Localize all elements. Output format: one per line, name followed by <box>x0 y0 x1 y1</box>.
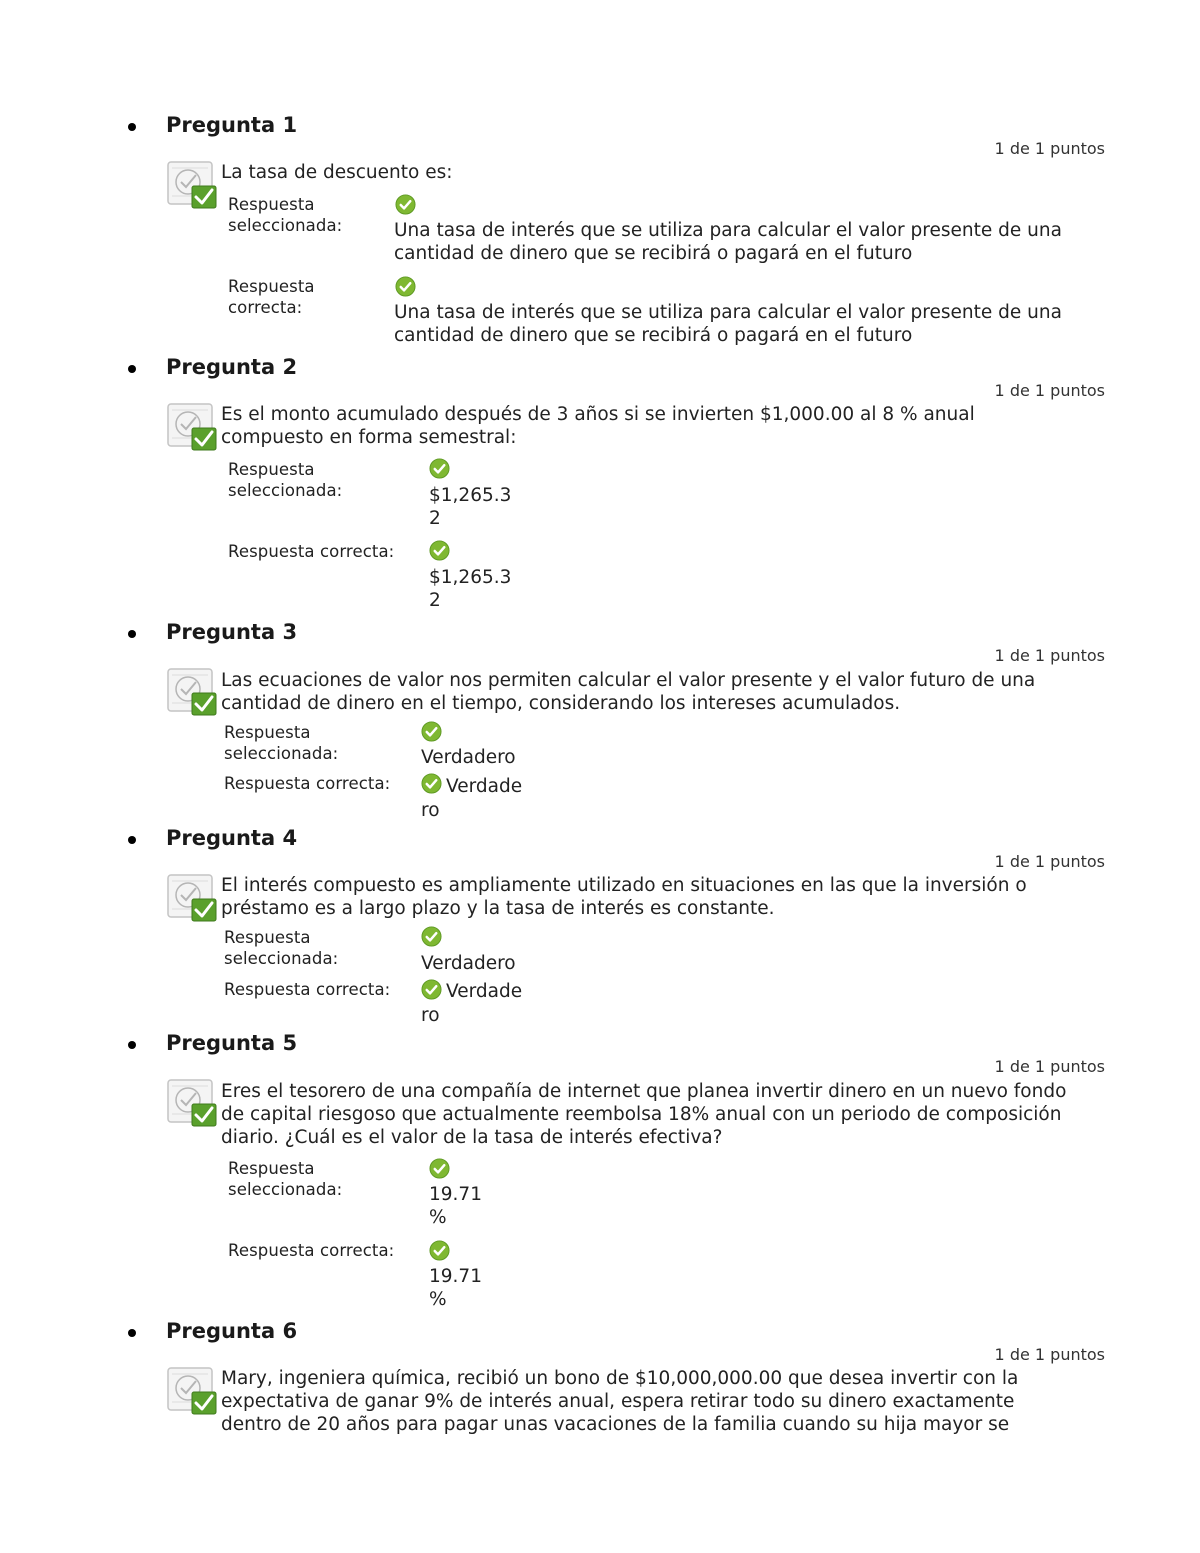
check-circle-icon <box>429 1158 450 1179</box>
correct-answer-label: Respuesta correcta: <box>228 277 315 317</box>
question-text: La tasa de descuento es: <box>221 162 453 183</box>
correct-answer-text-wrap: ro <box>421 1005 440 1026</box>
selected-answer-label: Respuesta seleccionada: <box>228 195 343 235</box>
selected-answer-text: Verdadero <box>421 953 516 974</box>
correct-answer-text: $1,265.3 2 <box>429 567 512 611</box>
correct-answer-text: Una tasa de interés que se utiliza para calcular el valor presente de una cantidad de dinero que se recibirá o pagará en el futuro <box>394 302 1062 346</box>
check-circle-icon <box>421 926 442 947</box>
correct-answer-text: Verdade <box>446 776 523 797</box>
question-text: Eres el tesorero de una compañía de internet que planea invertir dinero en un nuevo fondo de capital riesgoso que actualmente reembolsa 18% anual con un periodo de composición diario. ¿Cuál es el valor de la tasa de interés efectiva? <box>221 1081 1067 1148</box>
correct-question-icon <box>166 667 220 717</box>
correct-answer-label: Respuesta correcta: <box>224 980 391 999</box>
correct-question-icon <box>166 402 220 452</box>
bullet <box>128 836 136 844</box>
correct-answer-label: Respuesta correcta: <box>228 542 395 561</box>
selected-answer-text: Una tasa de interés que se utiliza para calcular el valor presente de una cantidad de dinero que se recibirá o pagará en el futuro <box>394 220 1062 264</box>
question-title: Pregunta 6 <box>166 1319 298 1343</box>
correct-answer-text: 19.71 % <box>429 1266 482 1310</box>
bullet <box>128 1041 136 1049</box>
correct-question-icon <box>166 873 220 923</box>
bullet <box>128 365 136 373</box>
selected-answer-text: 19.71 % <box>429 1184 482 1228</box>
question-text: Es el monto acumulado después de 3 años si se invierten $1,000.00 al 8 % anual compuesto en forma semestral: <box>221 404 975 448</box>
question-title: Pregunta 3 <box>166 620 298 644</box>
selected-answer-text: Verdadero <box>421 747 516 768</box>
question-points: 1 de 1 puntos <box>994 381 1105 400</box>
correct-answer-text-wrap: ro <box>421 800 440 821</box>
question-points: 1 de 1 puntos <box>994 139 1105 158</box>
correct-answer-label: Respuesta correcta: <box>224 774 391 793</box>
selected-answer-text: $1,265.3 2 <box>429 485 512 529</box>
check-circle-icon <box>421 773 442 794</box>
check-circle-icon <box>429 540 450 561</box>
question-points: 1 de 1 puntos <box>994 852 1105 871</box>
correct-question-icon <box>166 160 220 210</box>
bullet <box>128 630 136 638</box>
check-circle-icon <box>429 458 450 479</box>
question-title: Pregunta 4 <box>166 826 298 850</box>
correct-answer-text: Verdade <box>446 981 523 1002</box>
question-points: 1 de 1 puntos <box>994 1057 1105 1076</box>
selected-answer-label: Respuesta seleccionada: <box>228 460 343 500</box>
check-circle-icon <box>421 721 442 742</box>
correct-answer-label: Respuesta correcta: <box>228 1241 395 1260</box>
question-title: Pregunta 1 <box>166 113 298 137</box>
question-text: El interés compuesto es ampliamente utilizado en situaciones en las que la inversión o préstamo es a largo plazo y la tasa de interés es constante. <box>221 875 1027 919</box>
question-text: Las ecuaciones de valor nos permiten calcular el valor presente y el valor futuro de una cantidad de dinero en el tiempo, considerando los intereses acumulados. <box>221 670 1036 714</box>
correct-question-icon <box>166 1078 220 1128</box>
check-circle-icon <box>395 194 416 215</box>
check-circle-icon <box>395 276 416 297</box>
question-points: 1 de 1 puntos <box>994 1345 1105 1364</box>
selected-answer-label: Respuesta seleccionada: <box>224 723 339 763</box>
question-title: Pregunta 5 <box>166 1031 298 1055</box>
correct-question-icon <box>166 1366 220 1416</box>
check-circle-icon <box>421 979 442 1000</box>
selected-answer-label: Respuesta seleccionada: <box>228 1159 343 1199</box>
question-text: Mary, ingeniera química, recibió un bono de $10,000,000.00 que desea invertir con la expectativa de ganar 9% de interés anual, espera retirar todo su dinero exactamente dentro de 20 años para pagar unas vacaciones de la familia cuando su hija mayor se <box>221 1368 1019 1435</box>
selected-answer-label: Respuesta seleccionada: <box>224 928 339 968</box>
check-circle-icon <box>429 1240 450 1261</box>
question-points: 1 de 1 puntos <box>994 646 1105 665</box>
bullet <box>128 1329 136 1337</box>
bullet <box>128 123 136 131</box>
question-title: Pregunta 2 <box>166 355 298 379</box>
